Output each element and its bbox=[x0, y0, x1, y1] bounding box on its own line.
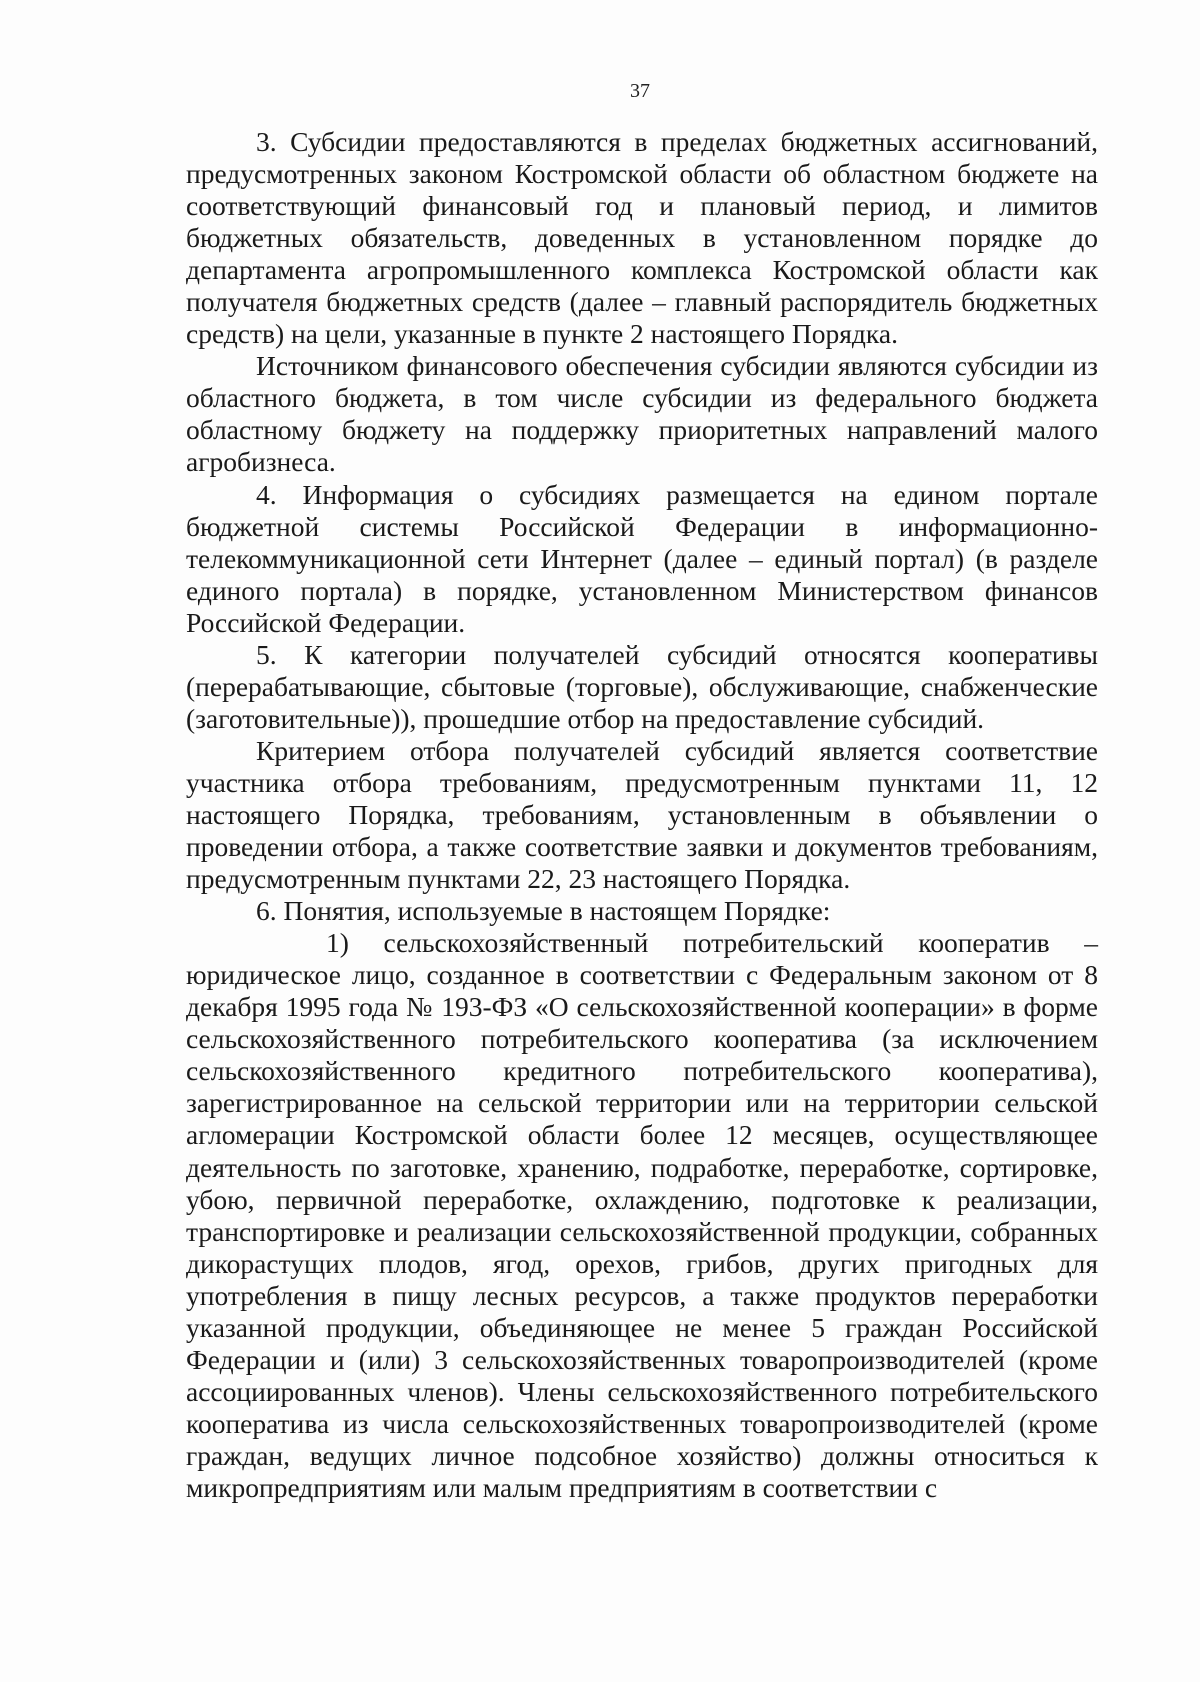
document-body bbox=[186, 126, 1098, 1504]
page-number: 37 bbox=[630, 80, 650, 102]
paragraph-clause-5: 5. К категории получателей субсидий относятся кооперативы (перерабатывающие, сбытовые (торговые), обслуживающие, снабженческие (заготовительные)), прошедшие отбор на предоставление субсидий. bbox=[186, 638, 1098, 734]
paragraph-definition-1: 1) сельскохозяйственный потребительский кооператив – юридическое лицо, созданное в соответствии с Федеральным законом от 8 декабря 1995 года № 193-ФЗ «О сельскохозяйственной кооперации» в форме сельскохозяйственного потребительского кооператива (за исключением сельскохозяйственного кредитного потребительского кооператива), зарегистрированное на сельской территории или на территории сельской агломерации Костромской области более 12 месяцев, осуществляющее деятельность по заготовке, хранению, подработке, переработке, сортировке, убою, первичной переработке, охлаждению, подготовке к реализации, транспортировке и реализации сельскохозяйственной продукции, собранных дикорастущих плодов, ягод, орехов, грибов, других пригодных для употребления в пищу лесных ресурсов, а также продуктов переработки указанной продукции, объединяющее не менее 5 граждан Российской Федерации и (или) 3 сельскохозяйственных товаропроизводителей (кроме ассоциированных членов). Члены сельскохозяйственного потребительского кооператива из числа сельскохозяйственных товаропроизводителей (кроме граждан, ведущих личное подсобное хозяйство) должны относиться к микропредприятиям или малым предприятиям в соответствии с bbox=[186, 927, 1098, 1503]
paragraph-clause-3: 3. Субсидии предоставляются в пределах бюджетных ассигнований, предусмотренных законом Костромской области об областном бюджете на соответствующий финансовый год и плановый период, и лимитов бюджетных обязательств, доведенных в установленном порядке до департамента агропромышленного комплекса Костромской области как получателя бюджетных средств (далее – главный распорядитель бюджетных средств) на цели, указанные в пункте 2 настоящего Порядка. bbox=[186, 126, 1098, 350]
paragraph-clause-4: 4. Информация о субсидиях размещается на едином портале бюджетной системы Российской Федерации в информационно-телекоммуникационной сети Интернет (далее – единый портал) (в разделе единого портала) в порядке, установленном Министерством финансов Российской Федерации. bbox=[186, 478, 1098, 638]
paragraph-clause-6: 6. Понятия, используемые в настоящем Порядке: bbox=[256, 895, 831, 927]
paragraph-selection-criterion: Критерием отбора получателей субсидий является соответствие участника отбора требованиям, предусмотренным пунктами 11, 12 настоящего Порядка, требованиям, установленным в объявлении о проведении отбора, а также соответствие заявки и документов требованиям, предусмотренным пунктами 22, 23 настоящего Порядка. bbox=[186, 734, 1098, 895]
paragraph-funding-source: Источником финансового обеспечения субсидии являются субсидии из областного бюджета, в том числе субсидии из федерального бюджета областному бюджету на поддержку приоритетных направлений малого агробизнеса. bbox=[186, 350, 1098, 478]
